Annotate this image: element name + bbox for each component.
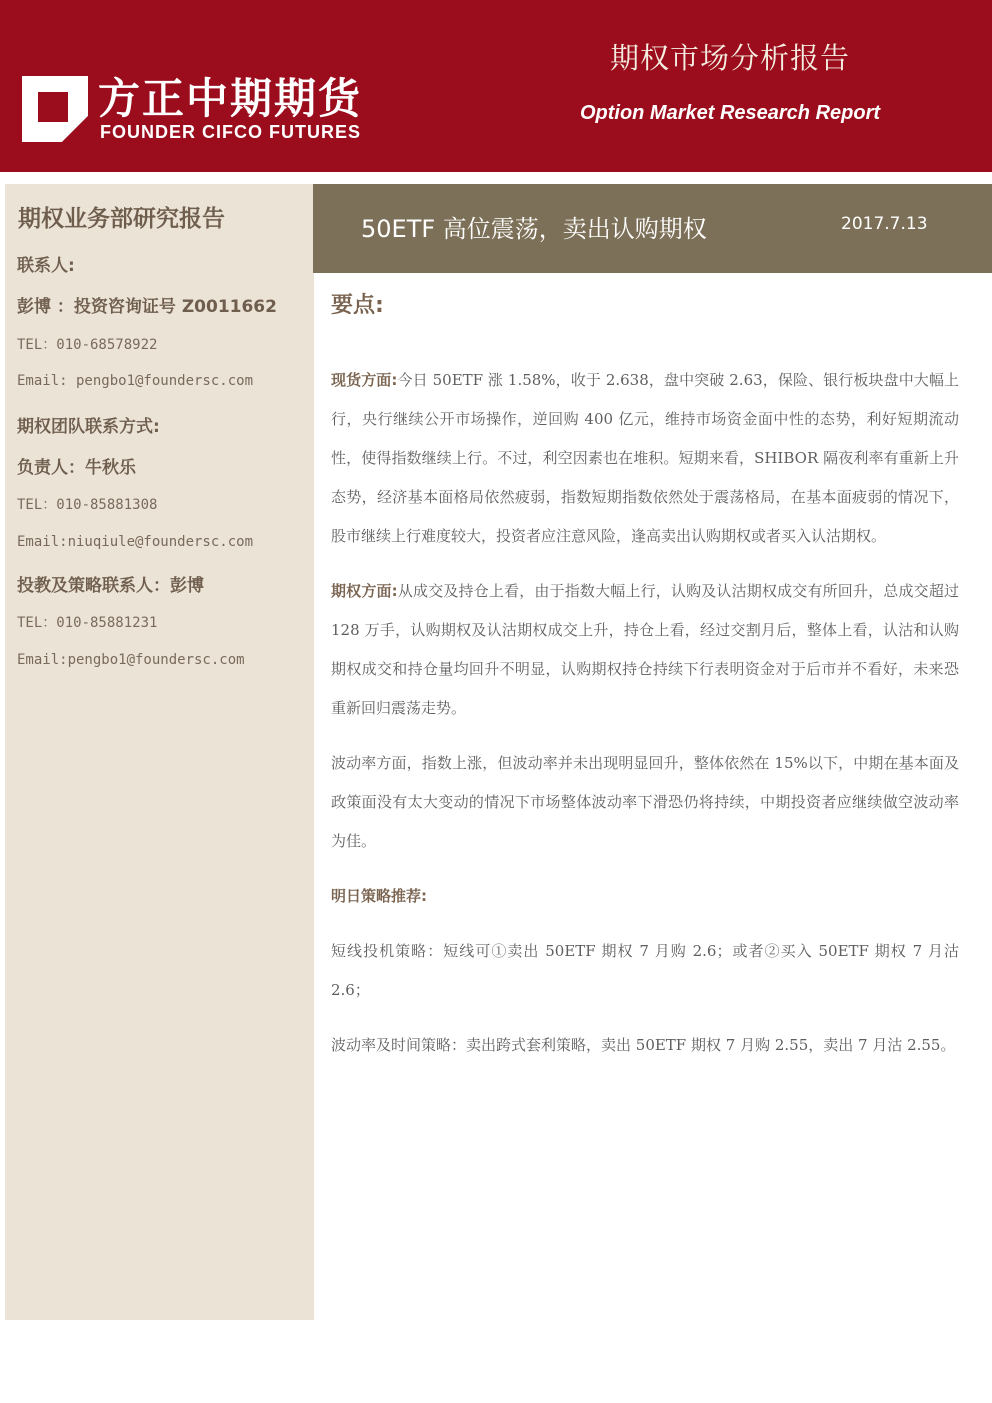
contact-analyst: 彭博 ：投资咨询证号 Z0011662 <box>17 297 277 317</box>
contact-label: 联系人: <box>17 256 75 276</box>
option-label: 期权方面: <box>331 582 398 600</box>
brand-name-cn: 方正中期期货 <box>98 74 363 123</box>
volatility-paragraph: 波动率方面，指数上涨，但波动率并未出现明显回升，整体依然在 15%以下，中期在基本面及政策面没有太大变动的情况下市场整体波动率下滑恐仍将持续，中期投资者应继续做空波动率为佳。 <box>331 754 959 850</box>
brand-name-en: FOUNDER CIFCO FUTURES <box>100 122 361 142</box>
team-tel: TEL：010-85881308 <box>17 497 158 513</box>
team-email-link[interactable]: Email:niuqiule@foundersc.com <box>17 534 254 550</box>
team-contact-label: 期权团队联系方式: <box>17 417 160 437</box>
option-text: 从成交及持仓上看，由于指数大幅上行，认购及认沽期权成交有所回升，总成交超过 128 万手，认购期权及认沽期权成交上升，持仓上看，经过交割月后，整体上看，认沽和认购期权成交和持仓量均回升不明显，认购期权持仓持续下行表明资金对于后市并不看好，未来恐重新回归震荡走势。 <box>331 582 959 717</box>
spot-text: 今日 50ETF 涨 1.58%，收于 2.638，盘中突破 2.63，保险、银行板块盘中大幅上行，央行继续公开市场操作，逆回购 400 亿元，维持市场资金面中性的态势，利好短期流动性，使得指数继续上行。不过，利空因素也在堆积。短期来看，SHIBOR 隔夜利率有重新上升态势，经济基本面格局依然疲弱，指数短期指数依然处于震荡格局，在基本面疲弱的情况下，股市继续上行难度较大，投资者应注意风险，逢高卖出认购期权或者买入认沽期权。 <box>331 371 959 545</box>
strategy-title: 明日策略推荐: <box>331 887 427 905</box>
report-type-cn: 期权市场分析报告 <box>609 41 850 75</box>
team-lead: 负责人：牛秋乐 <box>17 458 136 478</box>
report-body <box>331 288 959 1081</box>
key-points-title: 要点: <box>331 293 384 318</box>
report-type-en: Option Market Research Report <box>579 102 881 124</box>
report-header <box>0 0 992 172</box>
founder-logo-icon <box>22 76 88 142</box>
option-paragraph <box>331 572 959 728</box>
contact-email-link[interactable]: Email: pengbo1@foundersc.com <box>17 373 254 389</box>
report-date: 2017.7.13 <box>841 214 928 234</box>
strategy-contact: 投教及策略联系人：彭博 <box>17 576 204 596</box>
strategy-tel: TEL：010-85881231 <box>17 615 158 631</box>
title-band <box>313 184 992 273</box>
short-term-strategy: 短线投机策略：短线可①卖出 50ETF 期权 7 月购 2.6；或者②买入 50ETF 期权 7 月沽 2.6； <box>331 942 959 999</box>
sidebar-title: 期权业务部研究报告 <box>18 206 225 232</box>
contact-sidebar <box>5 184 314 1320</box>
volatility-strategy: 波动率及时间策略：卖出跨式套利策略，卖出 50ETF 期权 7 月购 2.55，卖出 7 月沽 2.55。 <box>331 1036 956 1054</box>
contact-tel: TEL：010-68578922 <box>17 337 158 353</box>
spot-paragraph <box>331 361 959 556</box>
strategy-email-link[interactable]: Email:pengbo1@foundersc.com <box>17 652 245 668</box>
spot-label: 现货方面: <box>331 371 398 389</box>
report-title: 50ETF 高位震荡，卖出认购期权 <box>361 215 707 243</box>
